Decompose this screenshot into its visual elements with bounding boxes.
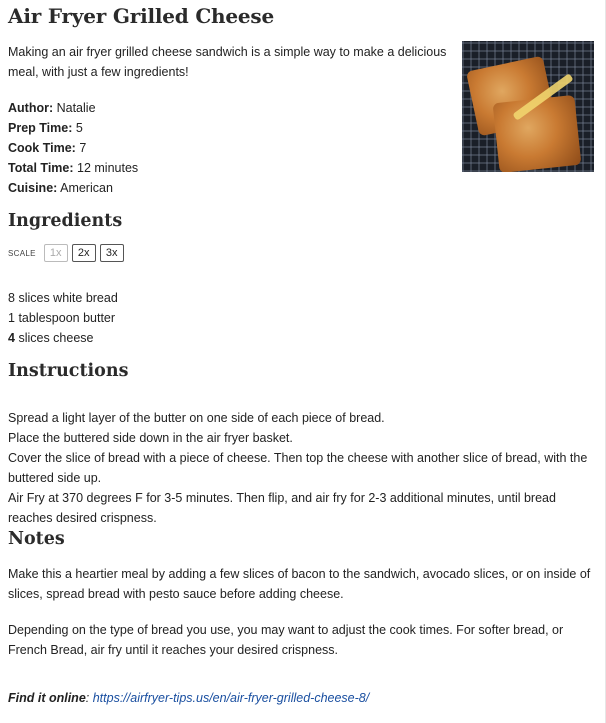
recipe-title: Air Fryer Grilled Cheese	[8, 4, 275, 28]
meta-total-time: Total Time: 12 minutes	[8, 161, 139, 175]
recipe-meta	[8, 98, 138, 198]
meta-prep-time: Prep Time: 5	[8, 121, 83, 135]
scale-label: SCALE	[8, 248, 36, 258]
instruction-step: Place the buttered side down in the air fryer basket.	[8, 431, 293, 445]
meta-cuisine: Cuisine: American	[8, 181, 113, 195]
instructions-list	[8, 408, 593, 528]
meta-author: Author: Natalie	[8, 101, 96, 115]
ingredient-item: 1 tablespoon butter	[8, 311, 116, 325]
scale-3x-button[interactable]: 3x	[100, 244, 124, 262]
ingredient-item: 8 slices white bread	[8, 291, 118, 305]
source-footer: Find it online: https://airfryer-tips.us/en/air-fryer-grilled-cheese-8/	[8, 691, 370, 705]
notes-paragraph: Depending on the type of bread you use, you may want to adjust the cook times. For softer bread, or French Bread, air fry until it reaches your desired crispness.	[8, 623, 564, 657]
find-it-online-label: Find it online	[8, 691, 86, 705]
sandwich-half-bottom	[493, 95, 582, 172]
ingredients-heading: Ingredients	[8, 211, 123, 231]
scale-1x-button[interactable]: 1x	[44, 244, 68, 262]
ingredient-item: 4 slices cheese	[8, 331, 94, 345]
instruction-step: Cover the slice of bread with a piece of cheese. Then top the cheese with another slice of bread, with the buttered side up.	[8, 451, 588, 485]
instruction-step: Spread a light layer of the butter on one side of each piece of bread.	[8, 411, 385, 425]
scale-controls	[8, 244, 124, 262]
instructions-heading: Instructions	[8, 361, 129, 381]
meta-cook-time: Cook Time: 7	[8, 141, 87, 155]
ingredients-list	[8, 288, 118, 348]
source-link[interactable]: https://airfryer-tips.us/en/air-fryer-grilled-cheese-8/	[92, 691, 370, 705]
notes-paragraph: Make this a heartier meal by adding a few slices of bacon to the sandwich, avocado slices, or on inside of slices, spread bread with pesto sauce before adding cheese.	[8, 567, 591, 601]
recipe-photo	[462, 41, 594, 172]
scale-2x-button[interactable]: 2x	[72, 244, 96, 262]
recipe-summary: Making an air fryer grilled cheese sandwich is a simple way to make a delicious meal, with just a few ingredients!	[8, 45, 447, 79]
notes-heading: Notes	[8, 529, 65, 549]
instruction-step: Air Fry at 370 degrees F for 3-5 minutes. Then flip, and air fry for 2-3 additional minutes, until bread reaches desired crispness.	[8, 491, 556, 525]
